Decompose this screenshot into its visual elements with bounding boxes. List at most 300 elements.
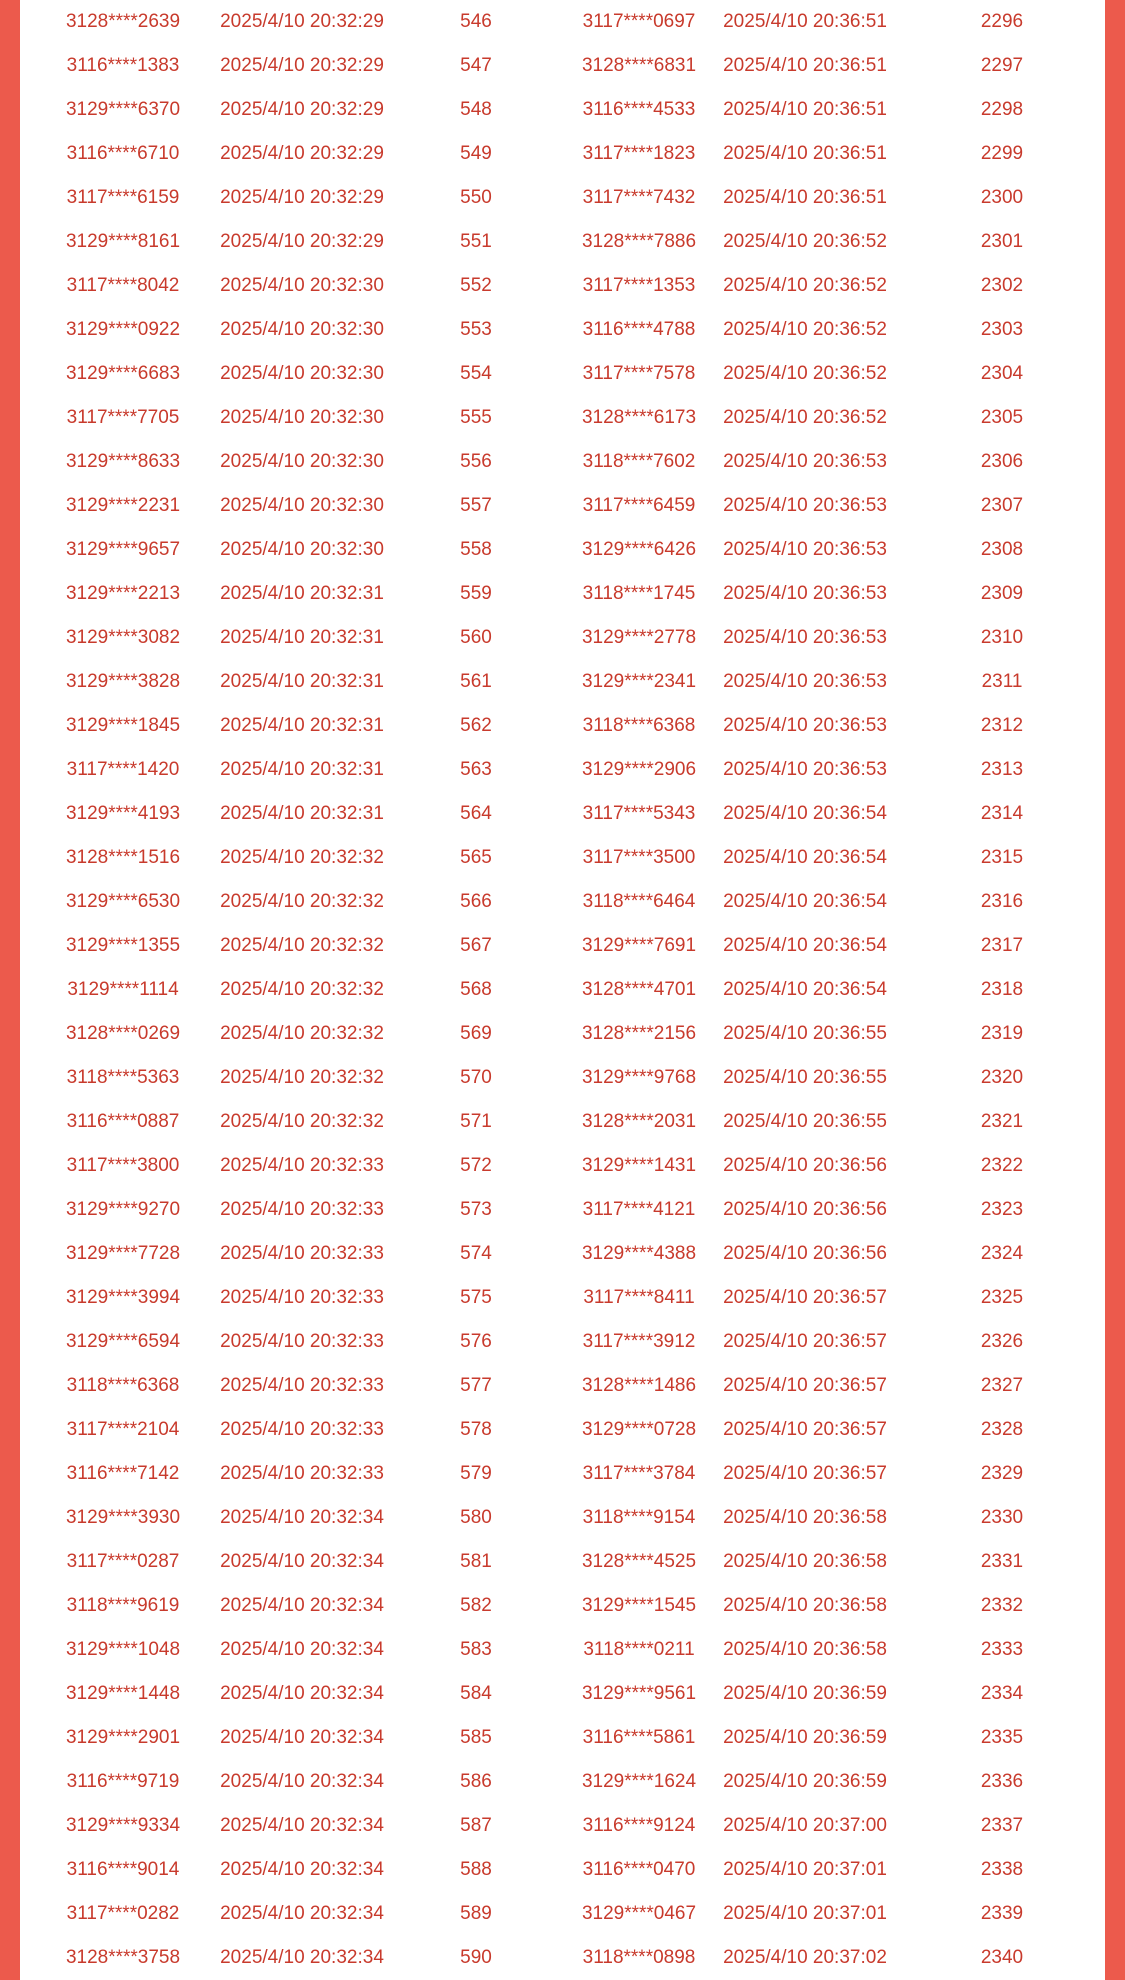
timestamp-left: 2025/4/10 20:32:32 xyxy=(220,935,384,956)
list-item xyxy=(20,792,1105,836)
phone-number-left: 3129****6370 xyxy=(65,99,181,120)
list-item xyxy=(20,1540,1105,1584)
list-item xyxy=(20,1144,1105,1188)
timestamp-right: 2025/4/10 20:36:51 xyxy=(723,143,887,164)
phone-number-right: 3129****2341 xyxy=(581,671,697,692)
timestamp-left: 2025/4/10 20:32:31 xyxy=(220,759,384,780)
rank-left: 548 xyxy=(460,99,492,120)
list-item xyxy=(20,1760,1105,1804)
timestamp-left: 2025/4/10 20:32:30 xyxy=(220,363,384,384)
rank-right: 2340 xyxy=(980,1947,1024,1968)
timestamp-right: 2025/4/10 20:36:51 xyxy=(723,187,887,208)
list-item xyxy=(20,1672,1105,1716)
list-item xyxy=(20,308,1105,352)
rank-right: 2334 xyxy=(980,1683,1024,1704)
timestamp-right: 2025/4/10 20:36:51 xyxy=(723,99,887,120)
rank-right: 2322 xyxy=(980,1155,1024,1176)
phone-number-left: 3129****1845 xyxy=(65,715,181,736)
phone-number-right: 3117****6459 xyxy=(582,495,696,516)
rank-left: 566 xyxy=(460,891,492,912)
phone-number-right: 3129****2906 xyxy=(581,759,697,780)
timestamp-left: 2025/4/10 20:32:34 xyxy=(220,1947,384,1968)
rank-left: 574 xyxy=(460,1243,492,1264)
list-item xyxy=(20,1012,1105,1056)
list-item xyxy=(20,1716,1105,1760)
list-item xyxy=(20,264,1105,308)
phone-number-right: 3117****3784 xyxy=(582,1463,696,1484)
phone-number-right: 3118****7602 xyxy=(582,451,696,472)
phone-number-right: 3128****7886 xyxy=(581,231,697,252)
timestamp-right: 2025/4/10 20:36:59 xyxy=(723,1727,887,1748)
list-item xyxy=(20,1848,1105,1892)
rank-left: 546 xyxy=(460,11,492,32)
rank-left: 558 xyxy=(460,539,492,560)
phone-number-left: 3116****7142 xyxy=(66,1463,180,1484)
list-item xyxy=(20,616,1105,660)
rank-left: 554 xyxy=(460,363,492,384)
rank-right: 2321 xyxy=(980,1111,1024,1132)
phone-number-left: 3129****1048 xyxy=(65,1639,181,1660)
rank-left: 577 xyxy=(460,1375,492,1396)
phone-number-left: 3128****3758 xyxy=(65,1947,181,1968)
phone-number-right: 3129****9561 xyxy=(581,1683,697,1704)
list-item xyxy=(20,1892,1105,1936)
timestamp-left: 2025/4/10 20:32:34 xyxy=(220,1595,384,1616)
timestamp-right: 2025/4/10 20:36:57 xyxy=(723,1463,887,1484)
phone-number-left: 3117****0282 xyxy=(66,1903,180,1924)
timestamp-left: 2025/4/10 20:32:34 xyxy=(220,1639,384,1660)
rank-left: 562 xyxy=(460,715,492,736)
phone-number-left: 3129****7728 xyxy=(65,1243,181,1264)
rank-left: 563 xyxy=(460,759,492,780)
rank-left: 551 xyxy=(460,231,492,252)
phone-number-left: 3117****1420 xyxy=(66,759,180,780)
list-item xyxy=(20,44,1105,88)
rank-left: 579 xyxy=(460,1463,492,1484)
rank-right: 2323 xyxy=(980,1199,1024,1220)
phone-number-right: 3129****2778 xyxy=(581,627,697,648)
rank-left: 585 xyxy=(460,1727,492,1748)
phone-number-right: 3118****0211 xyxy=(583,1639,695,1660)
phone-number-left: 3129****6594 xyxy=(65,1331,181,1352)
rank-left: 575 xyxy=(460,1287,492,1308)
timestamp-left: 2025/4/10 20:32:32 xyxy=(220,1111,384,1132)
phone-number-right: 3117****3912 xyxy=(582,1331,696,1352)
phone-number-left: 3129****3994 xyxy=(65,1287,181,1308)
timestamp-right: 2025/4/10 20:36:58 xyxy=(723,1507,887,1528)
rank-left: 584 xyxy=(460,1683,492,1704)
list-item xyxy=(20,484,1105,528)
rank-right: 2296 xyxy=(980,11,1024,32)
rank-left: 565 xyxy=(460,847,492,868)
phone-number-left: 3116****9014 xyxy=(66,1859,180,1880)
rank-left: 552 xyxy=(460,275,492,296)
rank-right: 2328 xyxy=(980,1419,1024,1440)
winner-list xyxy=(20,0,1105,1980)
rank-left: 550 xyxy=(460,187,492,208)
timestamp-left: 2025/4/10 20:32:33 xyxy=(220,1155,384,1176)
phone-number-left: 3117****2104 xyxy=(66,1419,180,1440)
phone-number-left: 3116****9719 xyxy=(66,1771,180,1792)
rank-right: 2315 xyxy=(980,847,1024,868)
phone-number-right: 3117****7578 xyxy=(582,363,696,384)
phone-number-right: 3117****7432 xyxy=(582,187,696,208)
timestamp-left: 2025/4/10 20:32:29 xyxy=(220,187,384,208)
timestamp-right: 2025/4/10 20:36:54 xyxy=(723,979,887,1000)
rank-left: 557 xyxy=(460,495,492,516)
rank-left: 581 xyxy=(460,1551,492,1572)
rank-right: 2327 xyxy=(980,1375,1024,1396)
timestamp-right: 2025/4/10 20:36:52 xyxy=(723,231,887,252)
phone-number-right: 3117****4121 xyxy=(582,1199,696,1220)
list-item xyxy=(20,968,1105,1012)
phone-number-right: 3129****9768 xyxy=(581,1067,697,1088)
phone-number-right: 3128****4701 xyxy=(581,979,697,1000)
timestamp-right: 2025/4/10 20:36:53 xyxy=(723,583,887,604)
list-item xyxy=(20,1056,1105,1100)
rank-left: 578 xyxy=(460,1419,492,1440)
phone-number-right: 3118****1745 xyxy=(582,583,696,604)
phone-number-left: 3129****2901 xyxy=(65,1727,181,1748)
phone-number-right: 3129****4388 xyxy=(581,1243,697,1264)
rank-left: 570 xyxy=(460,1067,492,1088)
rank-right: 2299 xyxy=(980,143,1024,164)
rank-right: 2337 xyxy=(980,1815,1024,1836)
phone-number-right: 3129****1431 xyxy=(581,1155,697,1176)
phone-number-left: 3129****3930 xyxy=(65,1507,181,1528)
rank-right: 2330 xyxy=(980,1507,1024,1528)
timestamp-right: 2025/4/10 20:36:51 xyxy=(723,11,887,32)
list-item xyxy=(20,1100,1105,1144)
timestamp-left: 2025/4/10 20:32:29 xyxy=(220,231,384,252)
rank-left: 556 xyxy=(460,451,492,472)
timestamp-left: 2025/4/10 20:32:31 xyxy=(220,583,384,604)
timestamp-left: 2025/4/10 20:32:34 xyxy=(220,1903,384,1924)
timestamp-left: 2025/4/10 20:32:31 xyxy=(220,803,384,824)
list-item xyxy=(20,748,1105,792)
phone-number-right: 3128****6173 xyxy=(581,407,697,428)
timestamp-right: 2025/4/10 20:36:54 xyxy=(723,891,887,912)
timestamp-right: 2025/4/10 20:36:56 xyxy=(723,1155,887,1176)
rank-right: 2336 xyxy=(980,1771,1024,1792)
timestamp-left: 2025/4/10 20:32:30 xyxy=(220,319,384,340)
phone-number-right: 3128****1486 xyxy=(581,1375,697,1396)
rank-right: 2320 xyxy=(980,1067,1024,1088)
timestamp-left: 2025/4/10 20:32:31 xyxy=(220,715,384,736)
phone-number-right: 3129****1624 xyxy=(581,1771,697,1792)
phone-number-left: 3129****9657 xyxy=(65,539,181,560)
phone-number-left: 3128****2639 xyxy=(65,11,181,32)
rank-right: 2301 xyxy=(980,231,1024,252)
timestamp-left: 2025/4/10 20:32:34 xyxy=(220,1727,384,1748)
timestamp-left: 2025/4/10 20:32:29 xyxy=(220,11,384,32)
list-item xyxy=(20,176,1105,220)
timestamp-right: 2025/4/10 20:36:58 xyxy=(723,1639,887,1660)
timestamp-right: 2025/4/10 20:36:56 xyxy=(723,1243,887,1264)
list-item xyxy=(20,1276,1105,1320)
list-item xyxy=(20,1584,1105,1628)
timestamp-left: 2025/4/10 20:32:32 xyxy=(220,891,384,912)
phone-number-left: 3129****1355 xyxy=(65,935,181,956)
timestamp-left: 2025/4/10 20:32:31 xyxy=(220,627,384,648)
rank-left: 582 xyxy=(460,1595,492,1616)
list-item xyxy=(20,396,1105,440)
rank-right: 2309 xyxy=(980,583,1024,604)
list-item xyxy=(20,880,1105,924)
rank-right: 2324 xyxy=(980,1243,1024,1264)
phone-number-left: 3116****6710 xyxy=(66,143,180,164)
timestamp-left: 2025/4/10 20:32:30 xyxy=(220,407,384,428)
phone-number-right: 3128****6831 xyxy=(581,55,697,76)
timestamp-left: 2025/4/10 20:32:33 xyxy=(220,1375,384,1396)
phone-number-right: 3128****2031 xyxy=(581,1111,697,1132)
rank-right: 2316 xyxy=(980,891,1024,912)
timestamp-right: 2025/4/10 20:36:56 xyxy=(723,1199,887,1220)
timestamp-right: 2025/4/10 20:36:57 xyxy=(723,1331,887,1352)
timestamp-left: 2025/4/10 20:32:30 xyxy=(220,495,384,516)
phone-number-right: 3117****5343 xyxy=(582,803,696,824)
phone-number-left: 3117****6159 xyxy=(66,187,180,208)
rank-left: 588 xyxy=(460,1859,492,1880)
phone-number-right: 3128****4525 xyxy=(581,1551,697,1572)
list-item xyxy=(20,1408,1105,1452)
list-item xyxy=(20,1188,1105,1232)
phone-number-left: 3129****3828 xyxy=(65,671,181,692)
phone-number-left: 3129****4193 xyxy=(65,803,181,824)
phone-number-right: 3117****1353 xyxy=(582,275,696,296)
phone-number-left: 3129****8161 xyxy=(65,231,181,252)
rank-left: 583 xyxy=(460,1639,492,1660)
timestamp-right: 2025/4/10 20:36:53 xyxy=(723,715,887,736)
list-item xyxy=(20,572,1105,616)
timestamp-right: 2025/4/10 20:36:53 xyxy=(723,627,887,648)
rank-right: 2303 xyxy=(980,319,1024,340)
phone-number-right: 3117****8411 xyxy=(583,1287,695,1308)
rank-left: 573 xyxy=(460,1199,492,1220)
timestamp-right: 2025/4/10 20:37:02 xyxy=(723,1947,887,1968)
rank-left: 576 xyxy=(460,1331,492,1352)
phone-number-left: 3117****3800 xyxy=(66,1155,180,1176)
phone-number-right: 3129****0728 xyxy=(581,1419,697,1440)
rank-left: 555 xyxy=(460,407,492,428)
phone-number-left: 3129****3082 xyxy=(65,627,181,648)
timestamp-left: 2025/4/10 20:32:34 xyxy=(220,1507,384,1528)
rank-right: 2306 xyxy=(980,451,1024,472)
rank-right: 2308 xyxy=(980,539,1024,560)
rank-left: 553 xyxy=(460,319,492,340)
list-item xyxy=(20,1628,1105,1672)
list-item xyxy=(20,0,1105,44)
phone-number-right: 3128****2156 xyxy=(581,1023,697,1044)
timestamp-right: 2025/4/10 20:36:58 xyxy=(723,1551,887,1572)
timestamp-right: 2025/4/10 20:36:52 xyxy=(723,319,887,340)
rank-right: 2333 xyxy=(980,1639,1024,1660)
timestamp-right: 2025/4/10 20:36:52 xyxy=(723,363,887,384)
timestamp-left: 2025/4/10 20:32:30 xyxy=(220,451,384,472)
timestamp-left: 2025/4/10 20:32:30 xyxy=(220,275,384,296)
rank-right: 2332 xyxy=(980,1595,1024,1616)
rank-left: 590 xyxy=(460,1947,492,1968)
rank-left: 571 xyxy=(460,1111,492,1132)
timestamp-right: 2025/4/10 20:37:01 xyxy=(723,1903,887,1924)
phone-number-left: 3129****2213 xyxy=(65,583,181,604)
timestamp-left: 2025/4/10 20:32:33 xyxy=(220,1243,384,1264)
timestamp-left: 2025/4/10 20:32:30 xyxy=(220,539,384,560)
phone-number-right: 3118****6368 xyxy=(582,715,696,736)
timestamp-right: 2025/4/10 20:37:01 xyxy=(723,1859,887,1880)
phone-number-left: 3116****0887 xyxy=(66,1111,180,1132)
results-panel xyxy=(20,0,1105,1980)
list-item xyxy=(20,1496,1105,1540)
timestamp-left: 2025/4/10 20:32:29 xyxy=(220,99,384,120)
timestamp-right: 2025/4/10 20:36:53 xyxy=(723,539,887,560)
phone-number-right: 3116****9124 xyxy=(582,1815,696,1836)
phone-number-left: 3129****1114 xyxy=(67,979,179,1000)
phone-number-left: 3117****7705 xyxy=(66,407,180,428)
list-item xyxy=(20,704,1105,748)
list-item xyxy=(20,1452,1105,1496)
rank-right: 2335 xyxy=(980,1727,1024,1748)
phone-number-left: 3129****6530 xyxy=(65,891,181,912)
timestamp-left: 2025/4/10 20:32:33 xyxy=(220,1287,384,1308)
timestamp-left: 2025/4/10 20:32:32 xyxy=(220,1067,384,1088)
rank-right: 2331 xyxy=(980,1551,1024,1572)
timestamp-right: 2025/4/10 20:36:52 xyxy=(723,407,887,428)
phone-number-right: 3116****4788 xyxy=(582,319,696,340)
rank-right: 2313 xyxy=(980,759,1024,780)
rank-left: 586 xyxy=(460,1771,492,1792)
rank-left: 589 xyxy=(460,1903,492,1924)
phone-number-left: 3129****6683 xyxy=(65,363,181,384)
phone-number-left: 3129****1448 xyxy=(65,1683,181,1704)
timestamp-right: 2025/4/10 20:36:54 xyxy=(723,935,887,956)
rank-left: 567 xyxy=(460,935,492,956)
phone-number-left: 3117****0287 xyxy=(66,1551,180,1572)
timestamp-left: 2025/4/10 20:32:34 xyxy=(220,1859,384,1880)
timestamp-left: 2025/4/10 20:32:29 xyxy=(220,143,384,164)
phone-number-right: 3117****0697 xyxy=(582,11,696,32)
timestamp-right: 2025/4/10 20:36:55 xyxy=(723,1067,887,1088)
rank-right: 2318 xyxy=(980,979,1024,1000)
rank-left: 568 xyxy=(460,979,492,1000)
phone-number-left: 3129****0922 xyxy=(65,319,181,340)
list-item xyxy=(20,1804,1105,1848)
rank-right: 2338 xyxy=(980,1859,1024,1880)
list-item xyxy=(20,88,1105,132)
timestamp-right: 2025/4/10 20:36:53 xyxy=(723,671,887,692)
rank-left: 587 xyxy=(460,1815,492,1836)
phone-number-right: 3116****4533 xyxy=(582,99,696,120)
list-item xyxy=(20,528,1105,572)
phone-number-left: 3129****2231 xyxy=(65,495,181,516)
phone-number-right: 3117****3500 xyxy=(582,847,696,868)
rank-left: 561 xyxy=(460,671,492,692)
timestamp-left: 2025/4/10 20:32:34 xyxy=(220,1551,384,1572)
timestamp-left: 2025/4/10 20:32:32 xyxy=(220,979,384,1000)
rank-right: 2305 xyxy=(980,407,1024,428)
phone-number-right: 3118****9154 xyxy=(582,1507,696,1528)
rank-right: 2304 xyxy=(980,363,1024,384)
timestamp-left: 2025/4/10 20:32:34 xyxy=(220,1683,384,1704)
list-item xyxy=(20,924,1105,968)
phone-number-left: 3118****6368 xyxy=(66,1375,180,1396)
phone-number-right: 3118****0898 xyxy=(582,1947,696,1968)
timestamp-left: 2025/4/10 20:32:33 xyxy=(220,1463,384,1484)
timestamp-right: 2025/4/10 20:36:57 xyxy=(723,1287,887,1308)
rank-left: 549 xyxy=(460,143,492,164)
rank-left: 569 xyxy=(460,1023,492,1044)
list-item xyxy=(20,440,1105,484)
phone-number-right: 3129****0467 xyxy=(581,1903,697,1924)
rank-right: 2325 xyxy=(980,1287,1024,1308)
rank-left: 580 xyxy=(460,1507,492,1528)
rank-left: 547 xyxy=(460,55,492,76)
timestamp-right: 2025/4/10 20:37:00 xyxy=(723,1815,887,1836)
rank-right: 2311 xyxy=(981,671,1023,692)
list-item xyxy=(20,132,1105,176)
list-item xyxy=(20,1320,1105,1364)
rank-left: 560 xyxy=(460,627,492,648)
phone-number-right: 3117****1823 xyxy=(582,143,696,164)
list-item xyxy=(20,1232,1105,1276)
list-item xyxy=(20,660,1105,704)
rank-right: 2302 xyxy=(980,275,1024,296)
phone-number-left: 3128****1516 xyxy=(65,847,181,868)
rank-right: 2317 xyxy=(980,935,1024,956)
phone-number-left: 3117****8042 xyxy=(66,275,180,296)
phone-number-right: 3116****0470 xyxy=(582,1859,696,1880)
phone-number-left: 3129****8633 xyxy=(65,451,181,472)
timestamp-right: 2025/4/10 20:36:59 xyxy=(723,1771,887,1792)
timestamp-left: 2025/4/10 20:32:32 xyxy=(220,847,384,868)
timestamp-right: 2025/4/10 20:36:54 xyxy=(723,803,887,824)
timestamp-right: 2025/4/10 20:36:59 xyxy=(723,1683,887,1704)
timestamp-right: 2025/4/10 20:36:53 xyxy=(723,451,887,472)
timestamp-left: 2025/4/10 20:32:32 xyxy=(220,1023,384,1044)
phone-number-left: 3128****0269 xyxy=(65,1023,181,1044)
phone-number-right: 3129****6426 xyxy=(581,539,697,560)
timestamp-right: 2025/4/10 20:36:55 xyxy=(723,1023,887,1044)
phone-number-left: 3129****9270 xyxy=(65,1199,181,1220)
timestamp-left: 2025/4/10 20:32:33 xyxy=(220,1419,384,1440)
rank-left: 572 xyxy=(460,1155,492,1176)
list-item xyxy=(20,220,1105,264)
rank-right: 2329 xyxy=(980,1463,1024,1484)
timestamp-right: 2025/4/10 20:36:57 xyxy=(723,1375,887,1396)
rank-right: 2300 xyxy=(980,187,1024,208)
timestamp-left: 2025/4/10 20:32:29 xyxy=(220,55,384,76)
phone-number-left: 3116****1383 xyxy=(66,55,180,76)
rank-left: 564 xyxy=(460,803,492,824)
timestamp-right: 2025/4/10 20:36:51 xyxy=(723,55,887,76)
timestamp-right: 2025/4/10 20:36:55 xyxy=(723,1111,887,1132)
phone-number-right: 3118****6464 xyxy=(582,891,696,912)
rank-right: 2339 xyxy=(980,1903,1024,1924)
phone-number-left: 3118****9619 xyxy=(66,1595,180,1616)
timestamp-right: 2025/4/10 20:36:57 xyxy=(723,1419,887,1440)
phone-number-right: 3129****7691 xyxy=(581,935,697,956)
timestamp-left: 2025/4/10 20:32:34 xyxy=(220,1771,384,1792)
list-item xyxy=(20,836,1105,880)
rank-right: 2312 xyxy=(980,715,1024,736)
timestamp-left: 2025/4/10 20:32:33 xyxy=(220,1331,384,1352)
phone-number-right: 3129****1545 xyxy=(581,1595,697,1616)
list-item xyxy=(20,1364,1105,1408)
phone-number-left: 3118****5363 xyxy=(66,1067,180,1088)
rank-left: 559 xyxy=(460,583,492,604)
list-item xyxy=(20,352,1105,396)
timestamp-left: 2025/4/10 20:32:33 xyxy=(220,1199,384,1220)
